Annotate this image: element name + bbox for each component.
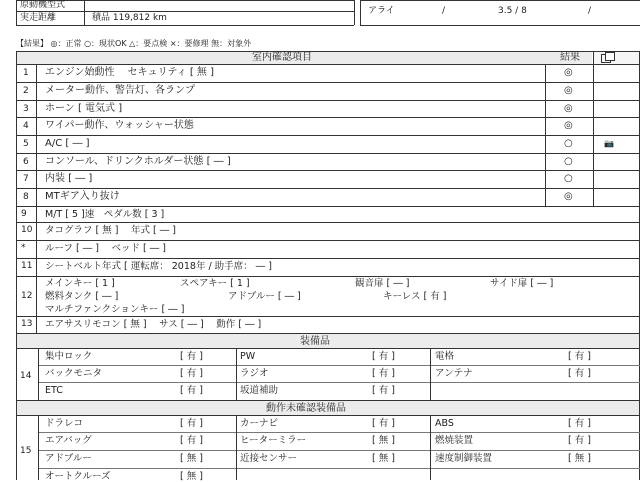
row-number: 6	[23, 157, 29, 167]
alignment-sep-1: /	[442, 6, 446, 16]
engine-type-label: 原動機型式	[20, 0, 66, 10]
equipment-value: [ 有 ]	[372, 368, 395, 379]
photo-marker: 📷	[604, 139, 614, 148]
interior-section-title: 室内確認項目	[252, 52, 312, 63]
row-line	[16, 100, 640, 101]
equipment-value: [ 有 ]	[568, 435, 591, 446]
equipment-section-title: 装備品	[300, 336, 330, 347]
inspection-item: 内装 [ ― ]	[45, 173, 93, 184]
result-mark: ◎	[564, 103, 573, 114]
equipment-value: [ 無 ]	[372, 435, 395, 446]
row-number: *	[21, 243, 26, 253]
air-suspension-remote: エアサスリモコン [ 無 ] サス [ ― ] 動作 [ ― ]	[45, 319, 262, 330]
equipment-name: エアバッグ	[45, 435, 92, 446]
unchecked-section-title: 動作未確認装備品	[266, 403, 346, 414]
grid-line	[38, 365, 640, 366]
result-mark: ○	[564, 138, 573, 149]
row-line	[16, 117, 640, 118]
fuel-tank: 燃料タンク [ ― ]	[45, 291, 119, 302]
equipment-value: [ 有 ]	[568, 418, 591, 429]
row-line	[16, 153, 640, 154]
grid-line	[38, 432, 640, 433]
equipment-name: カーナビ	[240, 418, 279, 429]
result-mark: ◎	[564, 67, 573, 78]
grid-line	[38, 450, 640, 451]
equipment-value: [ 有 ]	[180, 385, 203, 396]
row-number: 10	[21, 225, 33, 235]
inspection-item: メーター動作、警告灯、各ランプ	[45, 85, 195, 96]
equipment-name: 近接センサー	[240, 453, 298, 464]
equipment-value: [ 無 ]	[180, 453, 203, 464]
equipment-name: PW	[240, 351, 256, 362]
equipment-name: 燃焼装置	[435, 435, 474, 446]
equipment-name: 集中ロック	[45, 351, 93, 362]
spec-item: ルーフ [ ― ] ベッド [ ― ]	[45, 243, 166, 254]
row-line	[16, 188, 640, 189]
equipment-value: [ 有 ]	[180, 368, 203, 379]
inspection-item: MTギア入り抜け	[45, 191, 120, 202]
equipment-value: [ 有 ]	[568, 351, 591, 362]
equipment-name: 電格	[435, 351, 455, 362]
inspection-item: ワイパー動作、ウォッシャー状態	[45, 120, 194, 131]
alignment-value: 3.5 / 8	[498, 6, 527, 16]
row-line	[16, 170, 640, 171]
keyless: キーレス [ 有 ]	[383, 291, 447, 302]
adblue: アドブルー [ ― ]	[228, 291, 301, 302]
grid-line	[38, 468, 640, 469]
row-number: 8	[23, 192, 29, 202]
equipment-value: [ 無 ]	[372, 453, 395, 464]
row-number: 2	[23, 86, 29, 96]
result-column-header: 結果	[560, 52, 580, 63]
rear-doors: 観音扉 [ ― ]	[355, 278, 410, 289]
equipment-value: [ 有 ]	[372, 418, 395, 429]
equipment-name: ヒーターミラー	[240, 435, 307, 446]
photo-column-icon	[601, 52, 615, 63]
row-number: 5	[23, 139, 29, 149]
equipment-name: ラジオ	[240, 368, 269, 379]
equipment-value: [ 無 ]	[568, 453, 591, 464]
spec-item: M/T [ 5 ]速 ペダル数 [ 3 ]	[45, 209, 165, 220]
equipment-name: ドラレコ	[45, 418, 84, 429]
inspection-item: A/C [ ― ]	[45, 138, 90, 149]
equipment-name: 速度制御装置	[435, 453, 493, 464]
side-door: サイド扉 [ ― ]	[490, 278, 554, 289]
row-number-12: 12	[21, 291, 33, 301]
row-line	[16, 135, 640, 136]
row-number: 3	[23, 104, 29, 114]
row-number-14: 14	[20, 371, 32, 381]
row-number: 4	[23, 121, 29, 131]
equipment-name: オートクルーズ	[45, 471, 111, 482]
result-mark: ◎	[564, 120, 573, 131]
inspection-item: ホーン [ 電気式 ]	[45, 103, 123, 114]
row-number: 9	[21, 209, 27, 219]
equipment-value: [ 無 ]	[180, 471, 203, 482]
row-number: 1	[23, 68, 29, 78]
alignment-sep-2: /	[588, 6, 592, 16]
spec-item: タコグラフ [ 無 ] 年式 [ ― ]	[45, 225, 176, 236]
result-legend: 【結果】 ◎：正常 ○：現状OK △：要点検 ×：要修理 無：対象外	[16, 39, 252, 48]
result-mark: ◎	[564, 191, 573, 202]
grid-line	[38, 382, 640, 383]
equipment-value: [ 有 ]	[180, 351, 203, 362]
equipment-value: [ 有 ]	[180, 435, 203, 446]
row-line	[16, 82, 640, 83]
inspection-item: コンソール、ドリンクホルダー状態 [ ― ]	[45, 156, 231, 167]
result-mark: ◎	[564, 85, 573, 96]
mileage-label: 実走距離	[20, 13, 57, 23]
alignment-label: アライ	[368, 6, 395, 16]
row-line	[16, 64, 640, 65]
row-number-15: 15	[20, 446, 32, 456]
spec-item: シートベルト年式 [ 運転席： 2018年 / 助手席： ― ]	[45, 261, 272, 272]
equipment-value: [ 有 ]	[372, 351, 395, 362]
result-mark: ○	[564, 173, 573, 184]
equipment-name: アドブルー	[45, 453, 92, 464]
equipment-value: [ 有 ]	[180, 418, 203, 429]
equipment-name: バックモニタ	[45, 368, 103, 379]
inspection-item: エンジン始動性 セキュリティ [ 無 ]	[45, 67, 215, 78]
row-number: 11	[21, 261, 33, 271]
row-number-13: 13	[21, 319, 33, 329]
mileage-value: 積品 119,812 km	[92, 13, 167, 23]
equipment-value: [ 有 ]	[568, 368, 591, 379]
equipment-name: ABS	[435, 418, 454, 429]
equipment-name: ETC	[45, 385, 63, 396]
result-mark: ○	[564, 156, 573, 167]
equipment-name: 坂道補助	[240, 385, 279, 396]
equipment-name: アンテナ	[435, 368, 473, 379]
equipment-value: [ 有 ]	[372, 385, 395, 396]
multifunction-key: マルチファンクションキー [ ― ]	[45, 304, 185, 315]
spare-key: スペアキー [ 1 ]	[180, 278, 250, 289]
main-key: メインキー [ 1 ]	[45, 278, 115, 289]
row-number: 7	[23, 174, 29, 184]
